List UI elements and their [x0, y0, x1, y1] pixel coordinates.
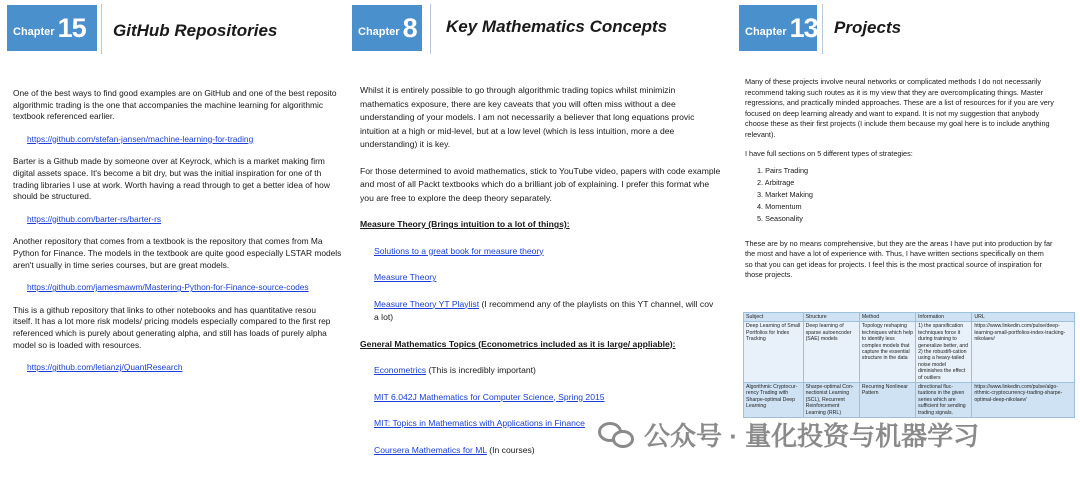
intro-paragraph — [745, 77, 1054, 140]
text-line: Whilst it is entirely possible to go through algorithmic trading topics whilst minimizin — [360, 85, 676, 95]
text-line: the most and have a lot of experience with. Thus, I have written sections specifically on them — [745, 249, 1044, 258]
chapter-badge — [352, 5, 422, 51]
text-line: and most of all Packt textbooks which do a brilliant job of explaining. I prefer this format whe — [360, 179, 710, 189]
text-line: This is a github repository that links to other notebooks and has quantitative resou — [13, 304, 317, 315]
text-line: Barter is a Github made by someone over at Keyrock, which is a market making firm — [13, 156, 325, 167]
text-line: recommend taking such routes as it is my view that they are overcomplicating things. Master — [745, 87, 1044, 97]
column-header: Subject — [744, 313, 804, 322]
link-line — [13, 282, 341, 294]
hyperlink[interactable]: MIT 6.042J Mathematics for Computer Science, Spring 2015 — [374, 391, 605, 402]
table-cell: Sharpe-optimal Con-nectionist Learning (SCL), Recurrent Reinforcement Learning (RRL) — [803, 383, 859, 418]
watermark-text: 公众号 · 量化投资与机器学习 — [644, 421, 980, 451]
text-line: you are free to explore the deep theory separately. — [360, 192, 552, 203]
strategy-item: 5. Seasonality — [757, 213, 803, 223]
strategy-item: 3. Market Making — [757, 189, 813, 199]
chapter-word: Chapter — [13, 26, 55, 38]
hyperlink[interactable]: https://github.com/jamesmawm/Mastering-Python-for-Finance-source-codes — [27, 282, 309, 293]
text-line: so that you can get ideas for projects. I feel this is the most practical source of inspiration for — [745, 259, 1042, 269]
chapter-number: 15 — [57, 12, 86, 43]
outro-paragraph — [745, 239, 1054, 281]
strategy-item: 1. Pairs Trading — [757, 165, 809, 175]
text-line: Another repository that comes from a textbook is the repository that comes from Ma — [13, 236, 323, 247]
table-cell: directional fluc-tuations in the given series which are sufficient for sending trading signals. — [916, 383, 972, 418]
column-header: Information — [916, 313, 972, 322]
url-cell[interactable]: https://www.linkedin.com/pulse/deep-learning-small-portfolios-index-tracking-nikolaev/ — [972, 322, 1075, 383]
table-row — [744, 383, 1075, 418]
url-cell[interactable]: https://www.linkedin.com/pulse/algo-rithmic-cryptocurrency-trading-sharpe-optimal-deep-nikolaev/ — [972, 383, 1075, 418]
chapter-badge — [739, 5, 817, 51]
link-line — [360, 245, 720, 259]
link-line — [360, 391, 720, 405]
table-header-row — [744, 313, 1075, 322]
hyperlink[interactable]: Econometrics — [374, 365, 427, 375]
text-line: a lot) — [374, 312, 394, 322]
strategy-item: 4. Momentum — [757, 201, 802, 211]
link-line — [13, 362, 341, 374]
chapter-word: Chapter — [358, 26, 400, 38]
text-line: trading libraries I use at work. Worth having a read through to get a better idea of how — [13, 179, 330, 190]
chapter-title: GitHub Repositories — [113, 21, 278, 40]
sections-line: I have full sections on 5 different types of strategies: — [745, 149, 913, 158]
strategy-item: 2. Arbitrage — [757, 177, 795, 187]
hyperlink[interactable]: https://github.com/stefan-jansen/machine-learning-for-trading — [27, 133, 254, 144]
link-line — [360, 298, 720, 312]
text-line: those projects. — [745, 270, 793, 279]
text-line: For those determined to avoid mathematics, stick to YouTube video, papers with code example — [360, 165, 721, 176]
link-line — [13, 134, 341, 146]
chapter-body — [745, 77, 1054, 281]
hyperlink[interactable]: Measure Theory YT Playlist — [374, 298, 480, 309]
text-line: understanding of your models. I am not necessarily a believer that long equations provic — [360, 112, 695, 122]
text-line: intuition at a high or mid-level, but at a low level (which is less intuition, more a dee — [360, 125, 675, 136]
watermark — [598, 416, 979, 453]
chapter-body — [360, 84, 720, 457]
text-line: These are by no means comprehensive, but they are the areas I have put into production by far — [745, 238, 1053, 248]
wechat-icon — [598, 420, 636, 450]
header-divider — [101, 4, 102, 54]
text-line: itself. It has a lot more risk models/ pricing models especially compared to the first rep — [13, 316, 331, 327]
table-cell: Recurring Nonlinear Pattern — [859, 383, 915, 418]
link-line — [360, 364, 720, 378]
text-line: regressions, and practically minded approaches. These are a list of resources for if you are very — [745, 98, 1054, 107]
header-divider — [822, 4, 823, 54]
text-line: understanding) it is key. — [360, 139, 451, 149]
table-row — [744, 322, 1075, 383]
column-header: Structure — [803, 313, 859, 322]
text-line: mathematics exposure, there are key caveats that you will often miss without a dee — [360, 98, 676, 109]
text-line: textbook referenced earlier. — [13, 111, 115, 122]
section-heading: General Mathematics Topics (Econometrics included as it is large/ appliable): — [360, 338, 676, 349]
text-line: should be structured. — [13, 191, 92, 202]
chapter-badge — [7, 5, 97, 51]
table-cell: Topology reshaping techniques which help to identify less complex models that capture the essential structure in the data — [859, 322, 915, 383]
hyperlink[interactable]: https://github.com/barter-rs/barter-rs — [27, 213, 162, 224]
text-line: referenced which is purely about generating alpha, and still has loads of purely alpha — [13, 327, 327, 338]
column-header: URL — [972, 313, 1075, 322]
chapter-body — [13, 88, 341, 374]
link-line — [13, 214, 341, 226]
hyperlink[interactable]: Measure Theory — [374, 272, 437, 282]
link-line — [360, 271, 720, 285]
chapter-word: Chapter — [745, 26, 787, 38]
link-note: (I recommend any of the playlists on this YT channel, will cov — [479, 298, 714, 309]
text-line: aren't usually in time series courses, but are great models. — [13, 259, 230, 270]
projects-table — [743, 312, 1075, 418]
panel-projects — [737, 0, 1080, 477]
text-line: One of the best ways to find good examples are on GitHub and one of the best reposito — [13, 88, 337, 98]
text-line: Many of these projects involve neural networks or complicated methods I do not necessarily — [745, 77, 1042, 86]
table-cell: Deep learning of sparse autoencoder (SAE) models — [803, 322, 859, 383]
text-line: algorithmic trading is the one that accompanies the machine learning for algorithmic — [13, 99, 324, 110]
table-cell: 1) the sparsification techniques force it during training to generalize better, and 2) the robustifi-cation using a heavy-tailed noise model diminishes the effect of outliers — [916, 322, 972, 383]
text-line: model so is loaded with resources. — [13, 339, 142, 350]
text-line: focused on deep learning already and want to expand. It is not my suggestion that anybody — [745, 108, 1040, 118]
table-cell: Deep Learning of Small Portfolios for Index Tracking — [744, 322, 804, 383]
chapter-title: Key Mathematics Concepts — [446, 17, 668, 36]
text-line: digital assets space. It's become a bit dry, but was the initial inspiration for one of th — [13, 167, 322, 178]
link-note: (This is incredibly important) — [426, 365, 536, 375]
text-line: Python for Finance. The models in the textbook are quite good especially LSTAR models — [13, 247, 342, 258]
hyperlink[interactable]: https://github.com/letianzj/QuantResearch — [27, 362, 183, 373]
panel-key-mathematics — [352, 0, 735, 477]
chapter-number: 13 — [789, 12, 818, 43]
text-line: relevant). — [745, 129, 776, 139]
column-header: Method — [859, 313, 915, 322]
hyperlink[interactable]: Solutions to a great book for measure theory — [374, 245, 544, 256]
strategy-list — [745, 165, 1054, 225]
hyperlink[interactable]: Coursera Mathematics for ML — [374, 444, 487, 455]
section-heading: Measure Theory (Brings intuition to a lot of things): — [360, 219, 570, 229]
text-line: choose these as their first projects (I include them because my goal here is to include anything — [745, 119, 1050, 128]
hyperlink[interactable]: MIT: Topics in Mathematics with Applications in Finance — [374, 418, 585, 428]
table-cell: Algorithmic Cryptocur-rency Trading with Sharpe-optimal Deep Learning — [744, 383, 804, 418]
panel-github-repositories — [0, 0, 350, 477]
chapter-number: 8 — [402, 12, 417, 43]
chapter-title: Projects — [834, 18, 902, 37]
link-note: (In courses) — [486, 444, 535, 455]
header-divider — [430, 4, 431, 54]
